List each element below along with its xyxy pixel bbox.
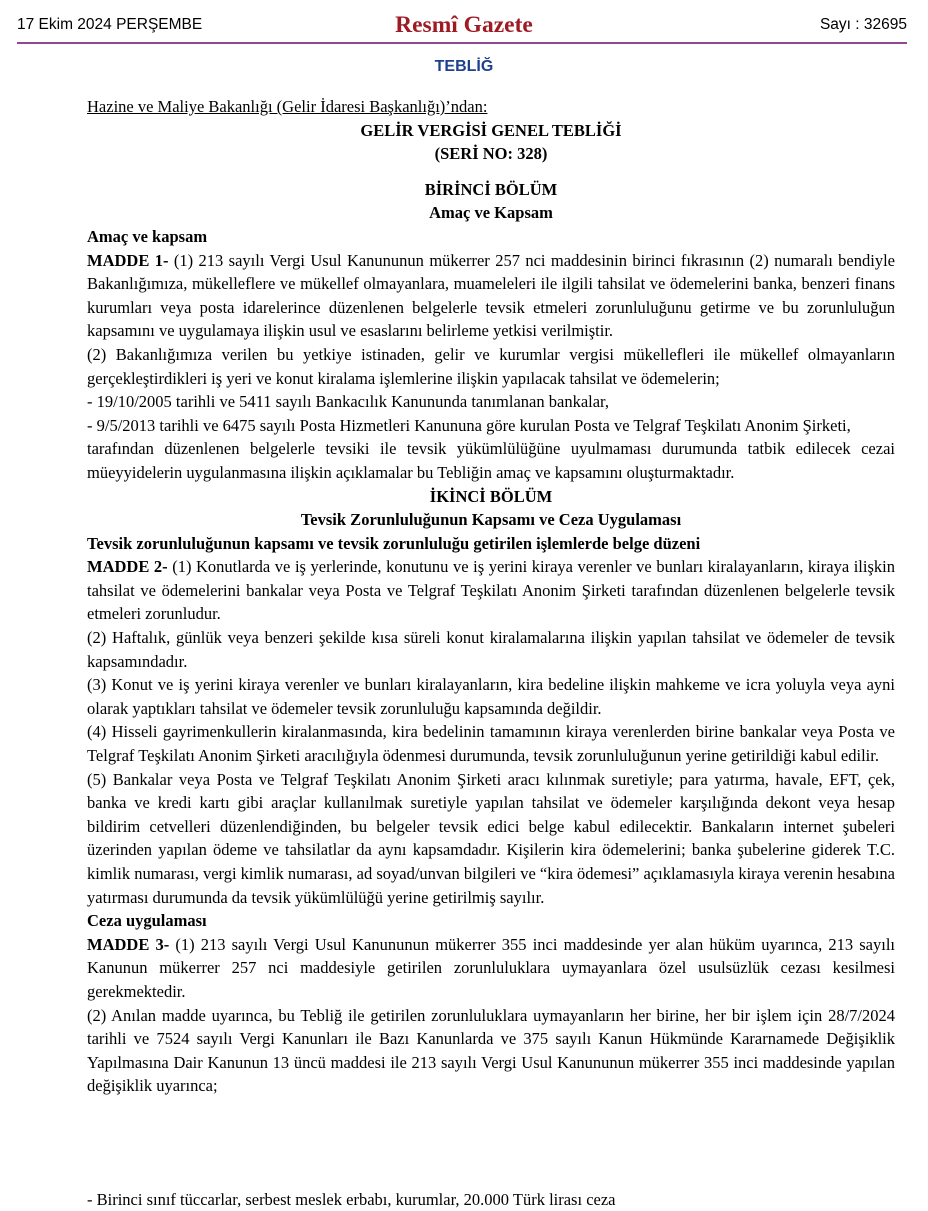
heading-ceza: Ceza uygulaması (87, 911, 207, 931)
part2-subtitle: Tevsik Zorunluluğunun Kapsamı ve Ceza Uygulaması (300, 510, 682, 530)
madde-1-label: MADDE 1- (87, 250, 169, 270)
cut-off-line: - Birinci sınıf tüccarlar, serbest meslek erbabı, kurumlar, 20.000 Türk lirası ceza (87, 1190, 616, 1209)
madde-1-para-1 (87, 249, 895, 343)
madde-1-para-2: (2) Bakanlığımıza verilen bu yetkiye istinaden, gelir ve kurumlar vergisi mükellefleri ile mükellef olmayanların gerçekleştirdikleri iş yeri ve konut kiralama işlemlerine ilişkin yapılacak tahsilat ve ödemelerin; (87, 344, 895, 388)
part1-title: BİRİNCİ BÖLÜM (424, 179, 558, 199)
heading-tevsik: Tevsik zorunluluğunun kapsamı ve tevsik zorunluluğu getirilen işlemlerde belge düzeni (87, 533, 701, 553)
madde-3-para-2: (2) Anılan madde uyarınca, bu Tebliğ ile getirilen zorunluluklara uymayanların her birine, her bir işlem için 28/7/2024 tarihli ve 7524 sayılı Vergi Kanunları ile Bazı Kanunlarda ve 375 sayılı Kanun Hükmünde Kararnamede Değişiklik Yapılmasına Dair Kanunun 13 üncü maddesi ile 213 sayılı Vergi Usul Kanununun mükerrer 355 inci maddesinde yapılan değişiklik uyarınca; (87, 1005, 895, 1096)
madde-1-bullet-1: - 19/10/2005 tarihli ve 5411 sayılı Bankacılık Kanununda tanımlanan bankalar, (87, 392, 610, 412)
madde-2-para-5: (5) Bankalar veya Posta ve Telgraf Teşkilatı Anonim Şirketi aracı kılınmak suretiyle; para yatırma, havale, EFT, çek, banka ve kredi kartı gibi araçlar kullanılmak suretiyle yapılan tahsilat ve ödemeler karşılığında dekont veya hesap bildirim cetvelleri düzenlendiğinden, bu belgeler tevsik edici belge kabul edilecektir. Bankaların internet şubeleri üzerinden yapılan ödeme ve tahsilatlar da aynı kapsamdadır. Kişilerin kira ödemelerini; banka şubelerine giderek T.C. kimlik numarası, vergi kimlik numarası, ad soyad/unvan bilgileri ve “kira ödemesi” açıklamasıyla kiraya verenin hesabına yatırması durumunda da tevsik yükümlülüğü yerine getirilmiş sayılır. (87, 769, 895, 907)
spacer (87, 166, 895, 178)
gazette-title: Resmî Gazete (395, 12, 533, 38)
madde-2-label: MADDE 2- (87, 557, 168, 577)
madde-2-para-1 (87, 555, 895, 626)
section-label: TEBLİĞ (434, 58, 494, 75)
doc-title-line2: (SERİ NO: 328) (434, 144, 548, 164)
part1-subtitle: Amaç ve Kapsam (429, 203, 553, 223)
madde-1-text-1: (1) 213 sayılı Vergi Usul Kanununun mükerrer 257 nci maddesinin birinci fıkrasının (2) numaralı bendiyle Bakanlığımıza, mükelleflere ve mükellef olmayanlara, muameleleri ile ilgili tahsilat ve ödemelerini banka, benzeri finans kurumları veya posta idarelerince düzenlenen belgelerle tevsik etmeleri zorunluluğunu getirme ve bu zorunluluğun kapsamını ve uygulamaya ilişkin usul ve esaslarını belirleme yetkisi verilmiştir. (87, 250, 895, 341)
heading-amac: Amaç ve kapsam (87, 226, 208, 246)
gazette-header (0, 0, 928, 46)
madde-3-label: MADDE 3- (87, 934, 170, 954)
part2-title: İKİNCİ BÖLÜM (429, 486, 553, 506)
document-body (87, 95, 895, 1098)
issue-date: 17 Ekim 2024 PERŞEMBE (17, 16, 203, 33)
madde-1-para-3: tarafından düzenlenen belgelerle tevsiki ile tevsik yükümlülüğüne uyulmaması durumunda tatbik edilecek cezai müeyyidelerin uygulanmasına ilişkin açıklamalar bu Tebliğin amaç ve kapsamını oluşturmaktadır. (87, 439, 895, 482)
madde-3-para-1 (87, 933, 895, 1004)
madde-1-bullet-2: - 9/5/2013 tarihli ve 6475 sayılı Posta Hizmetleri Kanununa göre kurulan Posta ve Telgraf Teşkilatı Anonim Şirketi, (87, 415, 851, 435)
issuer-line: Hazine ve Maliye Bakanlığı (Gelir İdaresi Başkanlığı)’ndan: (87, 97, 488, 116)
madde-2-para-4: (4) Hisseli gayrimenkullerin kiralanmasında, kira bedelinin tamamının kiraya verenlerden birine bankalar veya Posta ve Telgraf Teşkilatı Anonim Şirketi aracılığıyla ödenmesi durumunda, tevsik zorunluluğunun yerine getirildiği kabul edilir. (87, 722, 895, 766)
madde-3-text-1: (1) 213 sayılı Vergi Usul Kanununun mükerrer 355 inci maddesinde yer alan hüküm uyarınca, 213 sayılı Kanunun mükerrer 257 nci maddesiyle getirilen zorunluluklara uymayanlara özel usulsüzlük cezası kesilmesi gerekmektedir. (87, 934, 895, 1001)
doc-title-line1: GELİR VERGİSİ GENEL TEBLİĞİ (360, 120, 622, 140)
header-divider (17, 42, 907, 44)
madde-2-para-3: (3) Konut ve iş yerini kiraya verenler ve bunları kiralayanların, kira bedeline ilişkin mahkeme ve icra yoluyla veya ayni olarak yaptıkları tahsilat ve ödemeler tevsik zorunluluğu kapsamında değildir. (87, 675, 895, 718)
madde-2-para-2: (2) Haftalık, günlük veya benzeri şekilde kısa süreli konut kiralamalarına ilişkin yapılan tahsilat ve ödemeler de tevsik kapsamındadır. (87, 628, 895, 671)
issue-number: Sayı : 32695 (819, 16, 907, 33)
madde-2-text-1: (1) Konutlarda ve iş yerlerinde, konutunu ve iş yerini kiraya verenler ve bunları kiralayanların, kiraya ilişkin tahsilat ve ödemelerini bankalar veya Posta ve Telgraf Teşkilatı Anonim Şirketi tarafından düzenlenen belgelerle tevsik etmeleri zorunludur. (87, 557, 895, 624)
